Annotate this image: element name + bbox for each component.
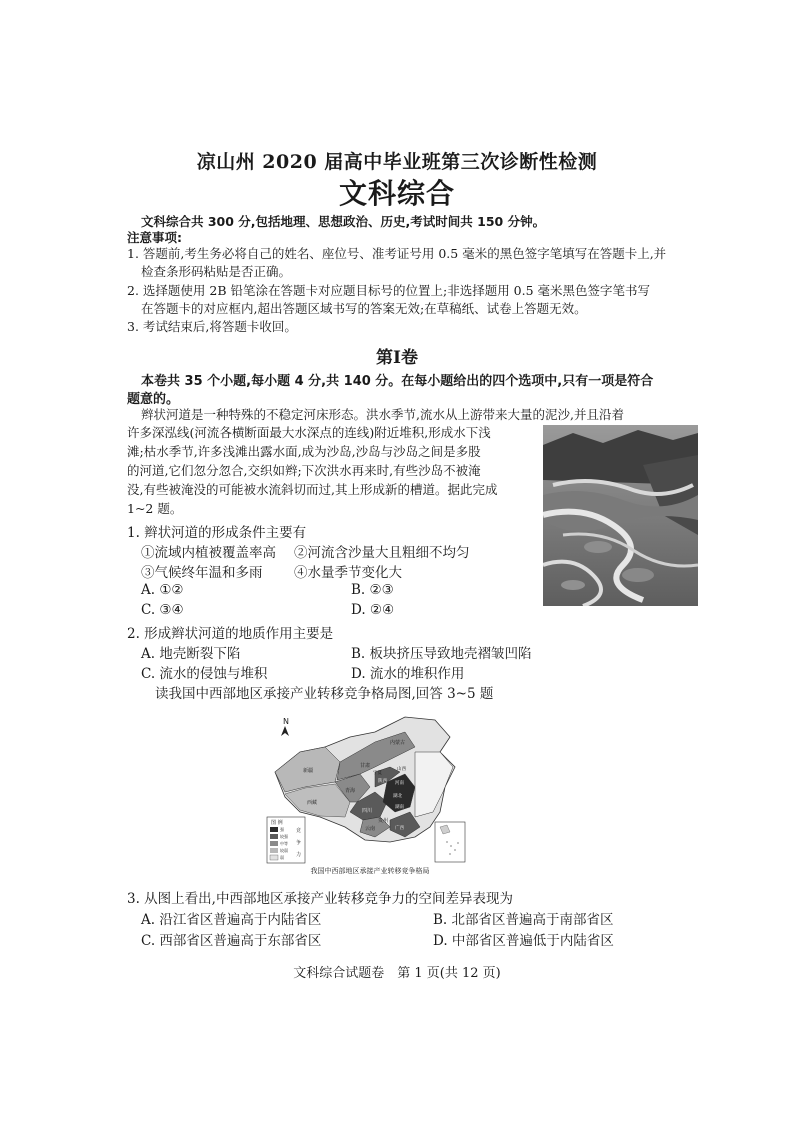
passage-line: 的河道,它们忽分忽合,交织如辫;下次洪水再来时,有些沙岛不被淹 — [127, 463, 481, 478]
passage-line: 许多深泓线(河流各横断面最大水深点的连线)附近堆积,形成水下浅 — [127, 425, 491, 440]
note-line: 2. 选择题使用 2B 铅笔涂在答题卡对应题目标号的位置上;非选择题用 0.5 毫米黑色签字笔书写 — [127, 283, 651, 298]
map-caption: 我国中西部地区承接产业转移竞争格局 — [310, 867, 430, 875]
passage-line: 滩;枯水季节,许多浅滩出露水面,成为沙岛,沙岛与沙岛之间是多股 — [127, 444, 481, 459]
legend-item: 弱 — [280, 855, 284, 860]
option-a[interactable]: A. 地壳断裂下陷 — [141, 646, 241, 662]
note-line: 1. 答题前,考生务必将自己的姓名、座位号、准考证号用 0.5 毫米的黑色签字笔填写在答题卡上,并 — [127, 246, 667, 261]
legend-title: 图 例 — [271, 820, 283, 826]
question-3-stem: 3. 从图上看出,中西部地区承接产业转移竞争力的空间差异表现为 — [127, 891, 513, 907]
map-label: 广西 — [395, 826, 404, 831]
option-d[interactable]: D. ②④ — [351, 602, 395, 618]
subject-title: 文科综合 — [338, 177, 455, 210]
legend-side: 力 — [296, 852, 302, 858]
map-label: 贵州 — [378, 818, 389, 824]
map-label: 青海 — [345, 788, 356, 794]
option-c[interactable]: C. 西部省区普遍高于东部省区 — [141, 933, 322, 949]
north-arrow-icon — [281, 726, 289, 736]
passage-line: 1~2 题。 — [127, 501, 183, 516]
passage-2: 读我国中西部地区承接产业转移竞争格局图,回答 3~5 题 — [155, 686, 494, 702]
legend-item: 中等 — [280, 841, 288, 846]
legend-side: 竞 — [296, 828, 302, 834]
condition-item: ④水量季节变化大 — [294, 565, 402, 581]
option-c[interactable]: C. 流水的侵蚀与堆积 — [141, 666, 268, 682]
map-label: 山西 — [397, 767, 406, 772]
exam-title: 凉山州 2020 届高中毕业班第三次诊断性检测 — [196, 151, 598, 173]
question-1-stem: 1. 辫状河道的形成条件主要有 — [127, 525, 307, 541]
map-label: 甘肃 — [360, 763, 371, 769]
option-b[interactable]: B. 板块挤压导致地壳褶皱凹陷 — [351, 646, 532, 662]
map-label: 河南 — [395, 781, 404, 786]
passage-line: 辫状河道是一种特殊的不稳定河床形态。洪水季节,流水从上游带来大量的泥沙,并且沿着 — [141, 407, 624, 422]
exam-intro: 文科综合共 300 分,包括地理、思想政治、历史,考试时间共 150 分钟。 — [141, 214, 546, 229]
braided-river-photo — [543, 425, 698, 606]
condition-item: ①流域内植被覆盖率高 — [141, 545, 276, 561]
map-label: 湖北 — [393, 794, 402, 799]
condition-item: ②河流含沙量大且粗细不均匀 — [294, 545, 470, 561]
passage-line: 没,有些被淹没的可能被水流斜切而过,其上形成新的槽道。据此完成 — [127, 482, 498, 497]
legend-item: 强 — [280, 827, 284, 832]
section-desc: 题意的。 — [127, 392, 180, 407]
page-footer: 文科综合试题卷 第 1 页(共 12 页) — [293, 966, 501, 981]
note-line: 检查条形码粘贴是否正确。 — [141, 264, 292, 279]
option-d[interactable]: D. 中部省区普遍低于内陆省区 — [433, 933, 614, 949]
option-b[interactable]: B. 北部省区普遍高于南部省区 — [433, 912, 614, 928]
condition-item: ③气候终年温和多雨 — [141, 565, 263, 581]
option-b[interactable]: B. ②③ — [351, 582, 394, 598]
map-label: 宁夏 — [373, 771, 382, 776]
map-label: 四川 — [362, 808, 373, 814]
map-label: 新疆 — [303, 768, 314, 774]
option-c[interactable]: C. ③④ — [141, 602, 184, 618]
map-label: 湖南 — [395, 805, 404, 810]
north-label: N — [283, 717, 289, 726]
industry-transfer-map — [265, 712, 475, 865]
note-line: 在答题卡的对应框内,超出答题区域书写的答案无效;在草稿纸、试卷上答题无效。 — [141, 301, 587, 316]
option-d[interactable]: D. 流水的堆积作用 — [351, 666, 465, 682]
map-label: 西藏 — [307, 800, 318, 806]
map-label: 陕西 — [378, 779, 387, 784]
option-a[interactable]: A. ①② — [141, 582, 184, 598]
legend-item: 较强 — [280, 834, 288, 839]
south-sea-inset — [435, 822, 465, 862]
notes-label: 注意事项: — [127, 230, 182, 245]
question-2-stem: 2. 形成辫状河道的地质作用主要是 — [127, 626, 334, 642]
map-label: 云南 — [365, 826, 376, 832]
section-desc: 本卷共 35 个小题,每小题 4 分,共 140 分。在每小题给出的四个选项中,只有一项是符合 — [141, 374, 654, 389]
section-title: 第Ⅰ卷 — [376, 348, 418, 368]
map-label: 内蒙古 — [390, 740, 406, 746]
option-a[interactable]: A. 沿江省区普遍高于内陆省区 — [141, 912, 322, 928]
legend-swatches — [270, 827, 278, 860]
legend-item: 较弱 — [280, 848, 288, 853]
legend-side: 争 — [296, 840, 302, 846]
note-line: 3. 考试结束后,将答题卡收回。 — [127, 319, 297, 334]
